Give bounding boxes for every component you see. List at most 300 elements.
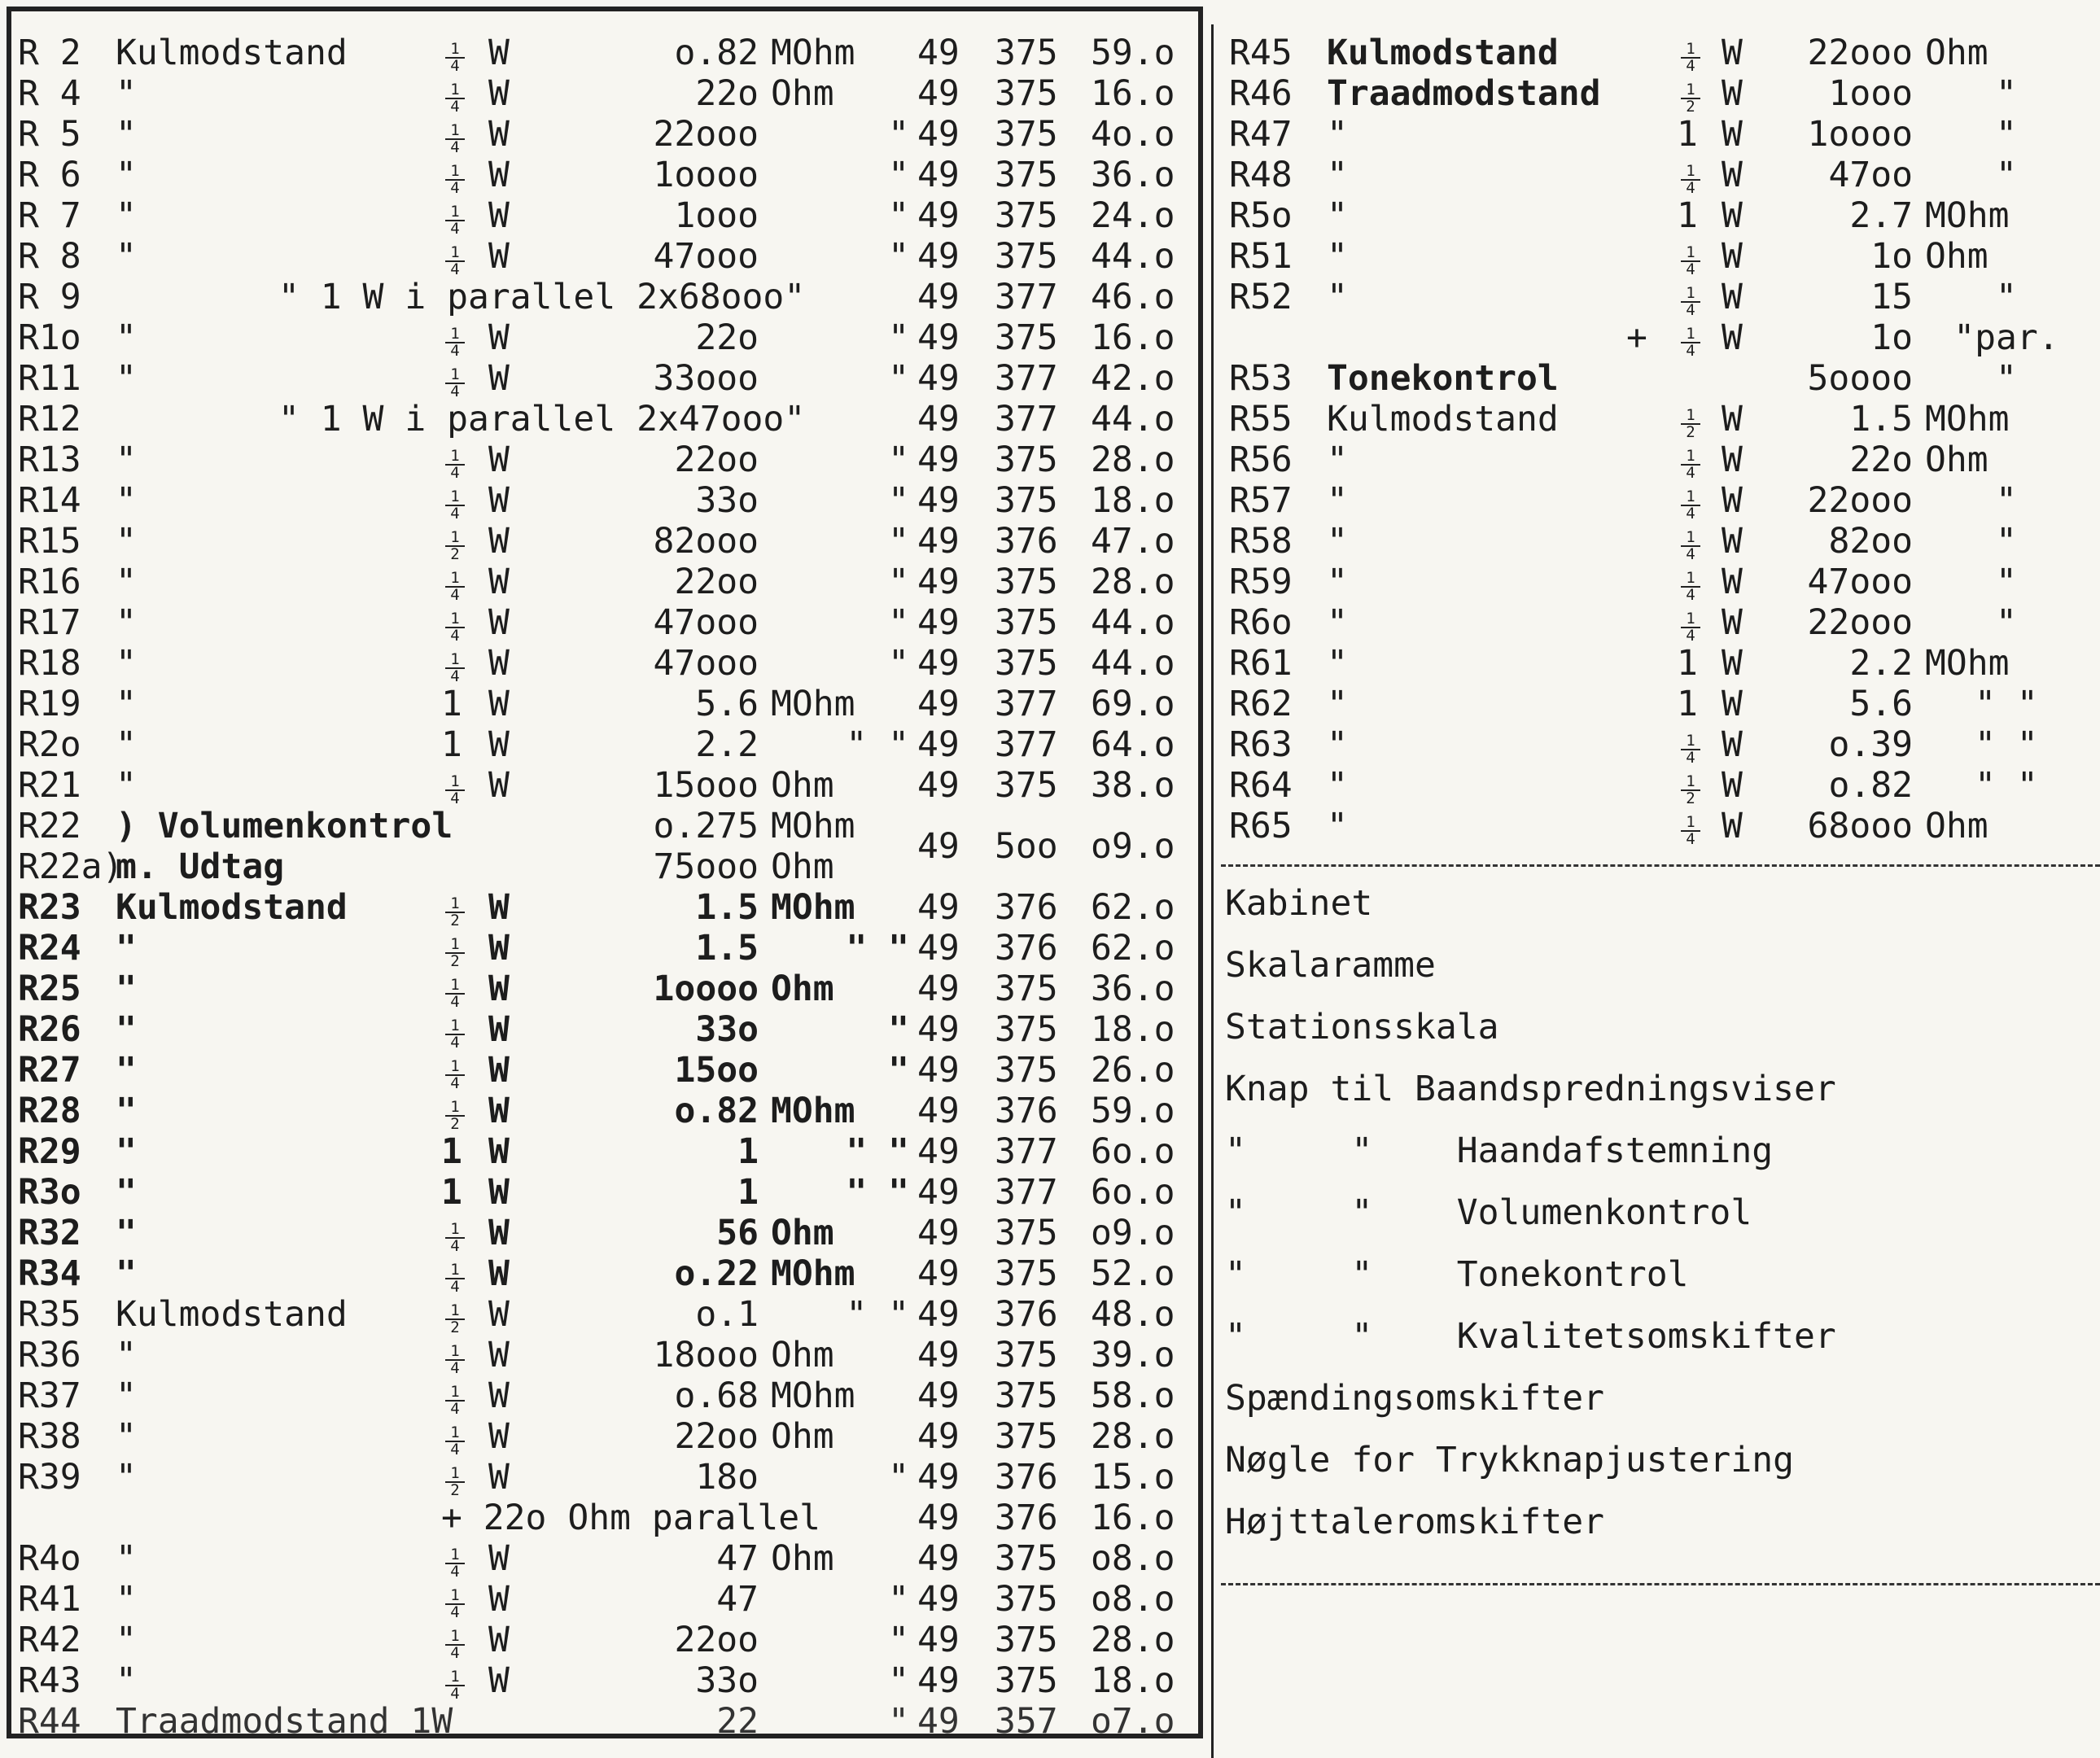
- power-fraction-glyph: [445, 611, 465, 644]
- part-number-group: 377: [995, 1131, 1058, 1172]
- power-fraction-den: 2: [450, 1318, 460, 1336]
- part-number-group: 376: [995, 1091, 1058, 1131]
- power-fraction: [1681, 724, 1700, 766]
- table-row: [18, 1457, 1190, 1498]
- component-description: ": [1327, 724, 1348, 765]
- part-number-prefix: 49: [917, 1335, 960, 1375]
- component-description: ": [116, 969, 137, 1009]
- component-description: Traadmodstand 1W: [116, 1701, 453, 1742]
- resistance-unit: Ohm: [771, 1416, 834, 1457]
- power-unit: W: [488, 195, 510, 236]
- resistance-value: 47ooo: [653, 236, 759, 277]
- part-item: " " Kvalitetsomskifter: [1225, 1316, 1836, 1357]
- power-rating: 1: [441, 724, 462, 765]
- power-unit: W: [488, 1131, 510, 1172]
- resistance-value: 82ooo: [653, 521, 759, 562]
- power-unit: W: [1722, 806, 1743, 846]
- resistance-unit: MOhm: [1925, 399, 2010, 440]
- power-fraction: [445, 1009, 465, 1051]
- power-fraction-den: 2: [450, 951, 460, 970]
- table-row: [18, 1050, 1190, 1091]
- component-description: ": [116, 684, 137, 724]
- table-row: [18, 480, 1190, 521]
- component-description: ": [1327, 521, 1348, 562]
- resistance-unit: ": [888, 643, 909, 684]
- ref-designator: R22a): [18, 846, 124, 887]
- power-unit: W: [488, 684, 510, 724]
- part-number-suffix: 15.o: [1091, 1457, 1175, 1498]
- power-fraction-den: 4: [450, 1603, 460, 1621]
- component-description: ": [116, 358, 137, 399]
- resistance-unit: ": [1996, 73, 2017, 114]
- ref-designator: R52: [1229, 277, 1293, 317]
- row-note: + 22o Ohm parallel: [441, 1498, 820, 1538]
- resistance-unit: MOhm: [1925, 643, 2010, 684]
- table-row: [18, 562, 1190, 602]
- ref-designator: R1o: [18, 317, 81, 358]
- part-number-group: 375: [995, 1050, 1058, 1091]
- resistance-unit: Ohm: [771, 969, 834, 1009]
- table-row: [1229, 399, 2100, 440]
- table-row: [18, 602, 1190, 643]
- power-unit: W: [1722, 277, 1743, 317]
- power-fraction-den: 4: [450, 1440, 460, 1458]
- power-fraction: [445, 1091, 465, 1132]
- resistance-value: 33o: [695, 1660, 759, 1701]
- resistance-value: 5.6: [695, 684, 759, 724]
- table-row: [18, 358, 1190, 399]
- part-number-group: 376: [995, 1498, 1058, 1538]
- part-number-group: 375: [995, 317, 1058, 358]
- power-fraction: [445, 602, 465, 644]
- component-description: ": [116, 1660, 137, 1701]
- table-row: [18, 1213, 1190, 1253]
- resistance-value: 15: [1870, 277, 1913, 317]
- power-fraction-num: 1: [445, 774, 465, 791]
- power-fraction-num: 1: [445, 1222, 465, 1239]
- power-fraction-den: 4: [1686, 504, 1695, 523]
- resistance-value: 1o: [1870, 236, 1913, 277]
- power-fraction-num: 1: [445, 571, 465, 588]
- part-number-prefix: 49: [917, 1375, 960, 1416]
- power-fraction-num: 1: [445, 123, 465, 140]
- resistance-unit: " ": [846, 928, 909, 969]
- power-unit: W: [488, 1009, 510, 1050]
- power-fraction-den: 4: [450, 667, 460, 685]
- component-description: ": [116, 1172, 137, 1213]
- component-description: ": [116, 521, 137, 562]
- part-number-group: 377: [995, 277, 1058, 317]
- part-number-group: 357: [995, 1701, 1058, 1742]
- power-fraction-glyph: [445, 1384, 465, 1417]
- part-number-suffix: 36.o: [1091, 969, 1175, 1009]
- table-row: [18, 33, 1190, 73]
- resistance-value: 1: [737, 1172, 759, 1213]
- resistance-value: 15ooo: [653, 765, 759, 806]
- component-description: ": [116, 1416, 137, 1457]
- part-number-group: 377: [995, 1172, 1058, 1213]
- table-row: [1229, 155, 2100, 195]
- ref-designator: R5o: [1229, 195, 1293, 236]
- part-number-suffix: 44.o: [1091, 399, 1175, 440]
- resistance-unit: ": [888, 358, 909, 399]
- row-note: " 1 W i parallel 2x47ooo": [278, 399, 806, 440]
- ref-designator: R 2: [18, 33, 81, 73]
- power-fraction-num: 1: [445, 1466, 465, 1483]
- power-fraction: [1681, 440, 1700, 481]
- part-number-prefix: 49: [917, 1620, 960, 1660]
- power-fraction-num: 1: [445, 42, 465, 59]
- resistance-unit: " ": [846, 1172, 909, 1213]
- ref-designator: R35: [18, 1294, 81, 1335]
- power-fraction: [445, 73, 465, 115]
- component-description: ": [116, 317, 137, 358]
- part-number-group: 375: [995, 114, 1058, 155]
- power-fraction-glyph: [445, 934, 465, 970]
- resistance-unit: ": [888, 1701, 909, 1742]
- part-number-suffix: o8.o: [1091, 1579, 1175, 1620]
- power-unit: W: [488, 1660, 510, 1701]
- resistance-value: 47oo: [1828, 155, 1913, 195]
- ref-designator: R42: [18, 1620, 81, 1660]
- resistance-value: 22ooo: [1807, 33, 1913, 73]
- table-row: [1229, 521, 2100, 562]
- part-number-prefix: 49: [917, 236, 960, 277]
- power-fraction: [445, 1660, 465, 1702]
- table-row: [1229, 643, 2100, 684]
- table-row: [18, 399, 1190, 440]
- ref-designator: R3o: [18, 1172, 81, 1213]
- table-row: [18, 277, 1190, 317]
- component-description: ": [116, 1579, 137, 1620]
- ref-designator: R22: [18, 806, 81, 846]
- part-number-group: 376: [995, 928, 1058, 969]
- part-number-suffix: 28.o: [1091, 440, 1175, 480]
- resistance-value: 1oooo: [653, 155, 759, 195]
- part-item: " " Tonekontrol: [1225, 1254, 1689, 1295]
- ref-designator: R44: [18, 1701, 81, 1742]
- ref-designator: R45: [1229, 33, 1293, 73]
- resistance-value: 22: [716, 1701, 759, 1742]
- power-fraction-den: 4: [450, 504, 460, 523]
- row-note: " 1 W i parallel 2x68ooo": [278, 277, 806, 317]
- table-row: [18, 1253, 1190, 1294]
- power-fraction-glyph: [445, 245, 465, 278]
- component-description: ": [116, 765, 137, 806]
- power-fraction-den: 4: [450, 341, 460, 360]
- power-fraction-den: 4: [450, 1684, 460, 1703]
- resistance-value: 47ooo: [653, 602, 759, 643]
- part-number-prefix: 49: [917, 1579, 960, 1620]
- dashed-separator-bottom: [1221, 1583, 2100, 1588]
- power-fraction-glyph: [445, 1547, 465, 1580]
- resistance-unit: ": [1996, 480, 2017, 521]
- power-fraction-num: 1: [1681, 82, 1700, 99]
- part-number-prefix: 49: [917, 1538, 960, 1579]
- ref-designator: R13: [18, 440, 81, 480]
- resistance-unit: Ohm: [1925, 33, 1988, 73]
- power-fraction-glyph: [1681, 82, 1700, 115]
- ref-designator: R46: [1229, 73, 1293, 114]
- resistance-value: 68ooo: [1807, 806, 1913, 846]
- part-number-prefix: 49: [917, 440, 960, 480]
- part-number-suffix: 59.o: [1091, 33, 1175, 73]
- table-row: [1229, 480, 2100, 521]
- power-unit: W: [1722, 155, 1743, 195]
- power-unit: W: [1722, 643, 1743, 684]
- power-fraction: [1681, 521, 1700, 562]
- power-fraction-den: 4: [450, 585, 460, 604]
- part-number-suffix: 6o.o: [1091, 1172, 1175, 1213]
- power-fraction-glyph: [1681, 527, 1700, 563]
- resistance-unit: MOhm: [771, 1091, 855, 1131]
- resistance-unit: Ohm: [771, 1538, 834, 1579]
- part-number-group: 376: [995, 521, 1058, 562]
- component-description: ": [116, 1050, 137, 1091]
- power-unit: W: [488, 1335, 510, 1375]
- resistance-value: o.1: [695, 1294, 759, 1335]
- power-fraction-den: 2: [450, 1114, 460, 1133]
- power-fraction-glyph: [445, 1262, 465, 1295]
- ref-designator: R18: [18, 643, 81, 684]
- part-number-group: 375: [995, 155, 1058, 195]
- table-row: [18, 928, 1190, 969]
- power-unit: W: [1722, 317, 1743, 358]
- power-fraction-den: 4: [1686, 56, 1695, 75]
- ref-designator: R4o: [18, 1538, 81, 1579]
- ref-designator: R36: [18, 1335, 81, 1375]
- power-fraction: [445, 1213, 465, 1254]
- power-fraction-den: 4: [450, 1358, 460, 1377]
- resistance-unit: ": [888, 1620, 909, 1660]
- part-number-suffix: o8.o: [1091, 1538, 1175, 1579]
- resistance-value: 22o: [1849, 440, 1913, 480]
- power-fraction: [1681, 277, 1700, 318]
- power-fraction-num: 1: [445, 204, 465, 221]
- part-number-group: 375: [995, 1579, 1058, 1620]
- power-unit: W: [1722, 562, 1743, 602]
- power-fraction: [1681, 562, 1700, 603]
- power-fraction: [445, 1620, 465, 1661]
- resistance-value: 22o: [695, 317, 759, 358]
- power-unit: W: [488, 1620, 510, 1660]
- power-unit: W: [488, 358, 510, 399]
- power-fraction: [445, 928, 465, 969]
- part-number-group: 375: [995, 969, 1058, 1009]
- power-fraction-glyph: [445, 120, 465, 156]
- resistance-unit: " ": [846, 1131, 909, 1172]
- component-description: ": [1327, 684, 1348, 724]
- part-number-prefix: 49: [917, 562, 960, 602]
- power-fraction-den: 4: [1686, 829, 1695, 848]
- part-number-group: 377: [995, 684, 1058, 724]
- power-fraction-glyph: [1681, 489, 1700, 522]
- component-description: ": [116, 1091, 137, 1131]
- part-number-suffix: 6o.o: [1091, 1131, 1175, 1172]
- table-row: [1229, 236, 2100, 277]
- part-number-suffix: 44.o: [1091, 236, 1175, 277]
- power-fraction-num: 1: [1681, 164, 1700, 181]
- power-fraction-glyph: [445, 1585, 465, 1621]
- power-rating: 1: [1677, 114, 1698, 155]
- power-fraction-num: 1: [1681, 489, 1700, 506]
- resistance-unit: MOhm: [771, 806, 855, 846]
- part-number-prefix: 49: [917, 1131, 960, 1172]
- power-fraction: [1681, 765, 1700, 807]
- power-unit: W: [1722, 195, 1743, 236]
- part-number-suffix: 44.o: [1091, 643, 1175, 684]
- power-unit: W: [488, 562, 510, 602]
- power-fraction-den: 4: [1686, 341, 1695, 360]
- table-row: [18, 1620, 1190, 1660]
- part-number-suffix: 64.o: [1091, 724, 1175, 765]
- power-unit: W: [1722, 33, 1743, 73]
- ref-designator: R19: [18, 684, 81, 724]
- power-fraction-glyph: [445, 82, 465, 115]
- power-fraction-num: 1: [445, 1100, 465, 1117]
- power-fraction-num: 1: [445, 1262, 465, 1279]
- power-fraction-glyph: [445, 326, 465, 359]
- power-fraction-glyph: [1681, 245, 1700, 278]
- power-fraction-den: 4: [450, 178, 460, 197]
- table-row: [1229, 317, 2100, 358]
- power-fraction: [445, 358, 465, 400]
- power-fraction-num: 1: [445, 245, 465, 262]
- table-row: [18, 1091, 1190, 1131]
- table-row: [18, 1538, 1190, 1579]
- part-number-prefix: 49: [917, 399, 960, 440]
- power-fraction: [1681, 399, 1700, 440]
- table-row: [18, 887, 1190, 928]
- part-number-group: 376: [995, 1294, 1058, 1335]
- component-description: ": [1327, 195, 1348, 236]
- power-fraction: [445, 969, 465, 1010]
- power-fraction: [445, 1375, 465, 1417]
- part-number-group: 375: [995, 1335, 1058, 1375]
- part-number-prefix: 49: [917, 1294, 960, 1335]
- resistance-value: 47ooo: [1807, 562, 1913, 602]
- table-row: [18, 73, 1190, 114]
- power-fraction-den: 4: [450, 382, 460, 400]
- ref-designator: R37: [18, 1375, 81, 1416]
- resistance-value: 1ooo: [674, 195, 759, 236]
- power-fraction-glyph: [445, 1097, 465, 1133]
- resistance-unit: ": [1996, 155, 2017, 195]
- part-number-prefix: 49: [917, 1091, 960, 1131]
- power-unit: W: [1722, 765, 1743, 806]
- component-description: ": [116, 602, 137, 643]
- power-fraction-glyph: [445, 204, 465, 237]
- power-fraction-num: 1: [445, 896, 465, 913]
- power-fraction-den: 4: [450, 138, 460, 156]
- resistance-unit: ": [888, 317, 909, 358]
- resistance-unit: " ": [1975, 684, 2038, 724]
- component-description: ": [1327, 440, 1348, 480]
- ref-designator: R 7: [18, 195, 81, 236]
- part-number-suffix: 28.o: [1091, 562, 1175, 602]
- ref-designator: R61: [1229, 643, 1293, 684]
- power-fraction-glyph: [445, 161, 465, 197]
- power-fraction-glyph: [445, 1056, 465, 1092]
- part-item: Knap til Baandspredningsviser: [1225, 1069, 1836, 1109]
- resistance-unit: ": [1996, 521, 2017, 562]
- power-fraction-num: 1: [1681, 530, 1700, 547]
- ref-designator: R 8: [18, 236, 81, 277]
- part-number-suffix: 62.o: [1091, 928, 1175, 969]
- power-unit: W: [1722, 480, 1743, 521]
- power-unit: W: [488, 155, 510, 195]
- part-number-suffix: 46.o: [1091, 277, 1175, 317]
- power-fraction-glyph: [1681, 611, 1700, 644]
- power-unit: W: [488, 480, 510, 521]
- part-number-suffix: 42.o: [1091, 358, 1175, 399]
- resistance-unit: ": [888, 155, 909, 195]
- power-fraction-den: 4: [450, 97, 460, 116]
- table-row: [18, 317, 1190, 358]
- resistance-unit: MOhm: [771, 33, 855, 73]
- resistance-value: 75ooo: [653, 846, 759, 887]
- ref-designator: R25: [18, 969, 81, 1009]
- power-fraction: [1681, 33, 1700, 74]
- power-unit: W: [488, 724, 510, 765]
- table-row: [18, 1335, 1190, 1375]
- power-fraction-glyph: [1681, 812, 1700, 848]
- part-number-group: 375: [995, 1213, 1058, 1253]
- part-number-prefix: 49: [917, 317, 960, 358]
- power-fraction-num: 1: [445, 1669, 465, 1686]
- table-row: [18, 1131, 1190, 1172]
- resistance-unit: ": [888, 602, 909, 643]
- part-number-suffix: 47.o: [1091, 521, 1175, 562]
- table-row: [18, 1701, 1190, 1742]
- ref-designator: R51: [1229, 236, 1293, 277]
- part-number-group: 375: [995, 480, 1058, 521]
- power-fraction: [445, 521, 465, 562]
- power-fraction-den: 4: [450, 1277, 460, 1296]
- component-description: ": [1327, 643, 1348, 684]
- power-fraction-glyph: [445, 527, 465, 563]
- power-fraction-glyph: [1681, 405, 1700, 441]
- ref-designator: R 5: [18, 114, 81, 155]
- table-row: [18, 765, 1190, 806]
- table-row: [18, 236, 1190, 277]
- power-fraction: [1681, 317, 1700, 359]
- resistance-unit: ": [888, 562, 909, 602]
- resistance-value: o.82: [674, 33, 759, 73]
- power-unit: W: [488, 1457, 510, 1498]
- resistance-value: 1oooo: [1807, 114, 1913, 155]
- resistance-unit: ": [888, 440, 909, 480]
- resistance-value: 1.5: [695, 887, 759, 928]
- part-number-suffix: 26.o: [1091, 1050, 1175, 1091]
- table-row: [1229, 358, 2100, 399]
- power-fraction-den: 4: [450, 1643, 460, 1662]
- power-fraction-num: 1: [445, 1588, 465, 1605]
- power-fraction-den: 4: [450, 1074, 460, 1092]
- power-unit: W: [1722, 114, 1743, 155]
- table-row: [1229, 602, 2100, 643]
- power-fraction-num: 1: [445, 1059, 465, 1076]
- ref-designator: R 4: [18, 73, 81, 114]
- power-unit: W: [1722, 724, 1743, 765]
- power-unit: W: [1722, 73, 1743, 114]
- resistance-unit: ": [1996, 562, 2017, 602]
- power-fraction: [445, 440, 465, 481]
- ref-designator: R12: [18, 399, 81, 440]
- part-number-suffix: 18.o: [1091, 1660, 1175, 1701]
- power-fraction: [445, 155, 465, 196]
- ref-designator: R23: [18, 887, 81, 928]
